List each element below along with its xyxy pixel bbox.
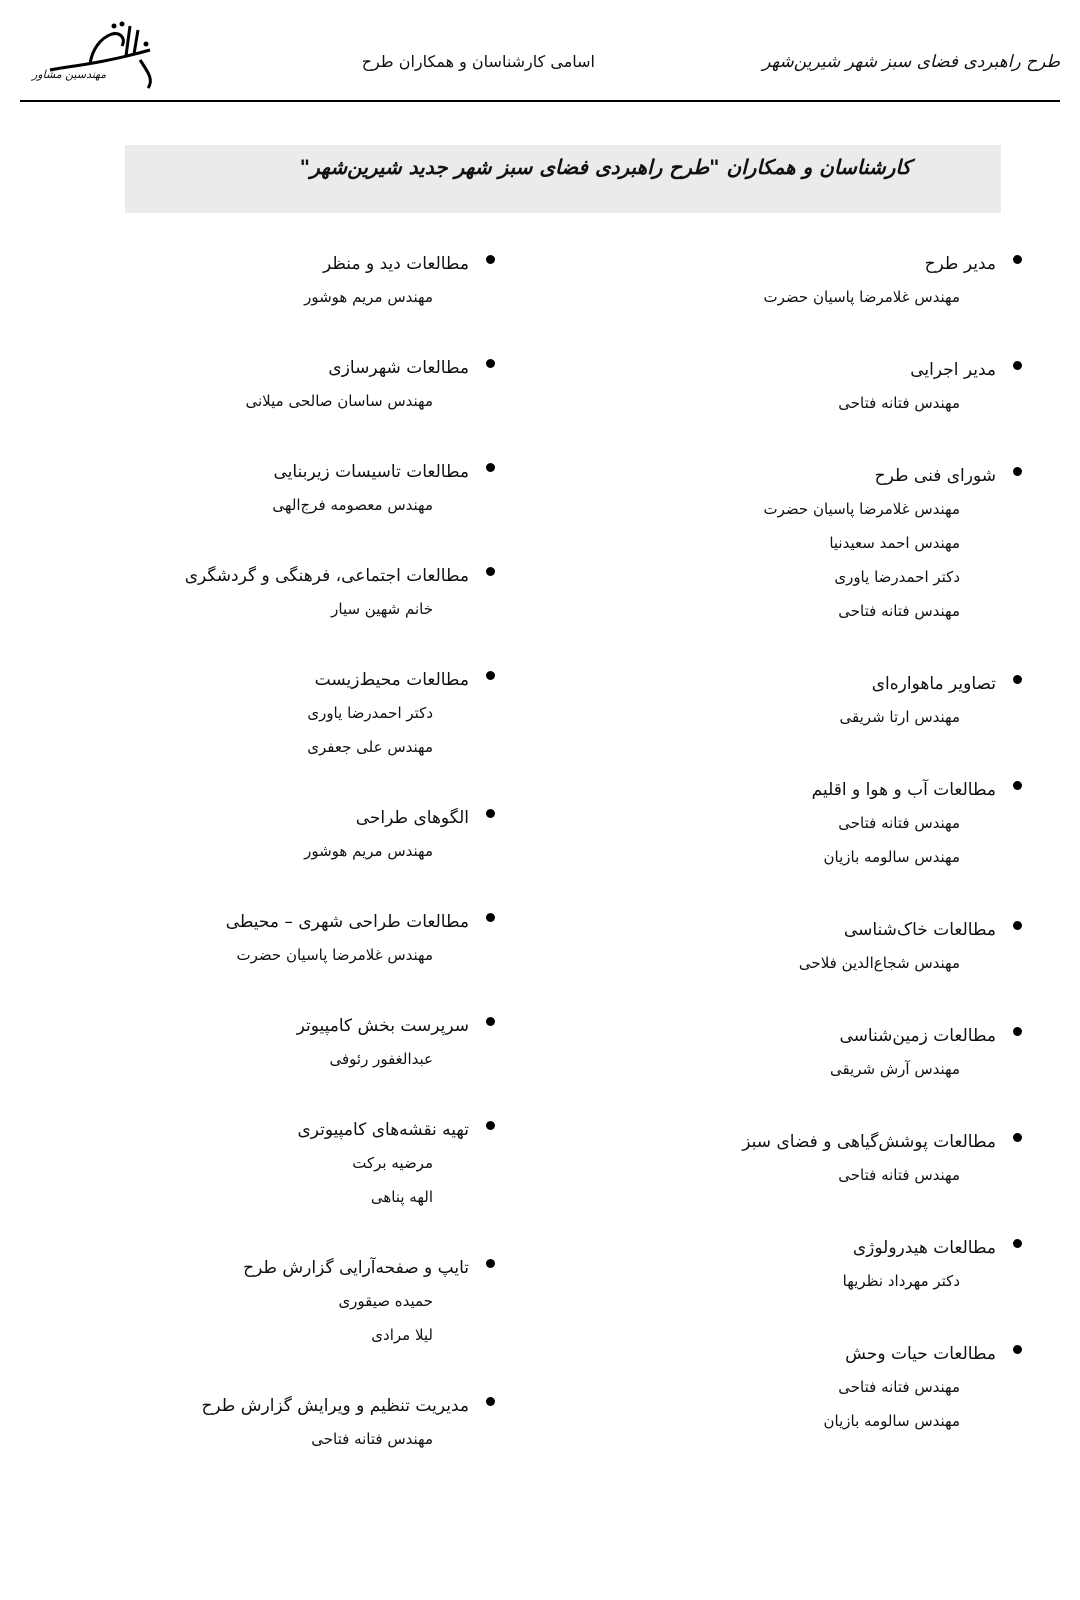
person-name: مهندس فتانه فتاحی [838,814,960,832]
role-title: شورای فنی طرح [874,466,996,486]
person-name: مهندس مریم هوشور [304,842,433,860]
bullet-icon [486,1397,495,1406]
person-name: مهندس ساسان صالحی میلانی [245,392,433,410]
role-title: مطالعات شهرسازی [328,358,469,378]
staff-section [55,1252,495,1352]
company-logo [30,20,170,94]
role-title: تهیه نقشه‌های کامپیوتری [297,1120,469,1140]
role-title: مطالعات هیدرولوژی [852,1238,996,1258]
bullet-icon [1013,781,1022,790]
staff-section [582,1232,1022,1298]
person-name: عبدالغفور رئوفی [329,1050,433,1068]
person-name: مهندس سالومه بازیان [823,848,960,866]
role-title: مطالعات آب و هوا و اقلیم [811,780,996,800]
bullet-icon [1013,467,1022,476]
person-name: مهندس فتانه فتاحی [311,1430,433,1448]
staff-section [582,1020,1022,1086]
staff-section [582,354,1022,420]
staff-section [55,802,495,868]
bullet-icon [486,671,495,680]
staff-section [582,1338,1022,1438]
person-name: مهندس غلامرضا پاسیان حضرت [763,500,960,518]
role-title: مطالعات زمین‌شناسی [839,1026,996,1046]
bullet-icon [1013,1345,1022,1354]
person-name: مرضیه برکت [352,1154,433,1172]
person-name: دکتر احمدرضا یاوری [307,704,433,722]
bullet-icon [486,1121,495,1130]
role-title: مطالعات پوشش‌گیاهی و فضای سبز [742,1132,996,1152]
bullet-icon [486,1017,495,1026]
person-name: مهندس مریم هوشور [304,288,433,306]
page-title: کارشناسان و همکاران "طرح راهبردی فضای سبز شهر جدید شیرین‌شهر" [299,155,911,179]
person-name: مهندس آرش شریقی [829,1060,960,1078]
role-title: مدیریت تنظیم و ویرایش گزارش طرح [201,1396,469,1416]
person-name: مهندس شجاع‌الدین فلاحی [798,954,960,972]
role-title: مطالعات محیط‌زیست [314,670,469,690]
staff-section [55,1114,495,1214]
role-title: مطالعات طراحی شهری – محیطی [225,912,469,932]
bullet-icon [1013,1133,1022,1142]
staff-section [55,352,495,418]
bullet-icon [1013,675,1022,684]
staff-section [55,248,495,314]
staff-column-left [55,248,495,1494]
role-title: مطالعات خاک‌شناسی [843,920,996,940]
person-name: مهندس ارتا شریقی [839,708,960,726]
person-name: مهندس معصومه فرج‌الهی [272,496,433,514]
person-name: دکتر مهرداد نظریها [842,1272,960,1290]
staff-section [582,914,1022,980]
bullet-icon [486,809,495,818]
person-name: مهندس فتانه فتاحی [838,602,960,620]
bullet-icon [1013,921,1022,930]
person-name: مهندس فتانه فتاحی [838,394,960,412]
bullet-icon [486,463,495,472]
role-title: الگوهای طراحی [355,808,469,828]
role-title: مطالعات دید و منظر [322,254,469,274]
staff-section [55,664,495,764]
title-box [125,145,1001,213]
staff-section [582,668,1022,734]
role-title: مدیر طرح [924,254,996,274]
role-title: مدیر اجرایی [910,360,996,380]
bullet-icon [486,567,495,576]
staff-column-right [582,248,1022,1478]
document-title: طرح راهبردی فضای سبز شهر شیرین‌شهر [762,52,1060,72]
role-title: مطالعات حیات وحش [845,1344,996,1364]
person-name: مهندس غلامرضا پاسیان حضرت [763,288,960,306]
person-name: دکتر احمدرضا یاوری [834,568,960,586]
section-title: اسامی کارشناسان و همکاران طرح [361,52,595,71]
bullet-icon [486,913,495,922]
staff-section [55,456,495,522]
role-title: تصاویر ماهواره‌ای [871,674,996,694]
person-name: مهندس فتانه فتاحی [838,1378,960,1396]
staff-section [582,1126,1022,1192]
person-name: مهندس علی جعفری [307,738,433,756]
person-name: مهندس فتانه فتاحی [838,1166,960,1184]
person-name: الهه پناهی [370,1188,433,1206]
staff-section [582,460,1022,628]
staff-section [55,1010,495,1076]
role-title: مطالعات اجتماعی، فرهنگی و گردشگری [184,566,469,586]
person-name: مهندس سالومه بازیان [823,1412,960,1430]
staff-section [582,774,1022,874]
staff-section [55,906,495,972]
page-header [20,20,1060,102]
bullet-icon [1013,361,1022,370]
bullet-icon [1013,1239,1022,1248]
person-name: حمیده صیقوری [338,1292,433,1310]
person-name: خانم شهین سیار [331,600,433,618]
staff-section [55,1390,495,1456]
person-name: لیلا مرادی [371,1326,433,1344]
role-title: سرپرست بخش کامپیوتر [296,1016,469,1036]
person-name: مهندس غلامرضا پاسیان حضرت [236,946,433,964]
logo-subtext: مهندسین مشاور [32,68,107,81]
staff-section [582,248,1022,314]
staff-section [55,560,495,626]
person-name: مهندس احمد سعیدنیا [829,534,960,552]
bullet-icon [1013,255,1022,264]
bullet-icon [486,1259,495,1268]
role-title: تایپ و صفحه‌آرایی گزارش طرح [243,1258,469,1278]
bullet-icon [486,359,495,368]
bullet-icon [1013,1027,1022,1036]
role-title: مطالعات تاسیسات زیربنایی [273,462,469,482]
bullet-icon [486,255,495,264]
